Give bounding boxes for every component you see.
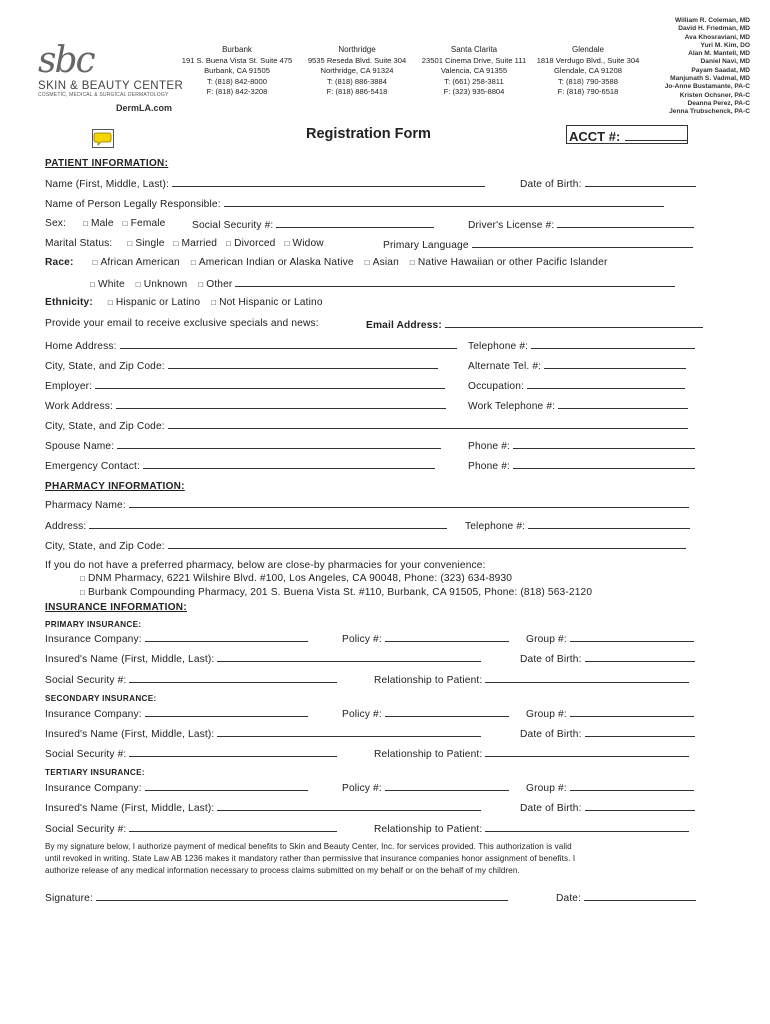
- race-unknown-label: Unknown: [143, 279, 188, 290]
- date-field[interactable]: [584, 891, 696, 901]
- location-northridge: [301, 45, 413, 98]
- checkbox-pharmacy-1[interactable]: □: [80, 574, 85, 583]
- emergency-label: Emergency Contact:: [45, 461, 140, 472]
- checkbox-pharmacy-2[interactable]: □: [80, 588, 85, 597]
- row-race: [45, 257, 607, 268]
- work-address-label: Work Address:: [45, 401, 114, 412]
- work-tel-field[interactable]: [558, 399, 688, 409]
- row-employer: [45, 379, 445, 392]
- doctor-name: Alan M. Mantell, MD: [688, 50, 750, 58]
- row-tertiary-dob: [520, 801, 695, 814]
- checkbox-hispanic[interactable]: □: [107, 298, 113, 307]
- row-tel: [468, 339, 695, 352]
- tertiary-relationship-label: Relationship to Patient:: [374, 824, 483, 835]
- pharmacy-option-1: [80, 573, 512, 584]
- primary-dob-label: Date of Birth:: [520, 654, 582, 665]
- doctor-name: William R. Coleman, MD: [674, 17, 750, 24]
- work-city-label: City, State, and Zip Code:: [45, 421, 165, 432]
- row-secondary-company: [45, 707, 308, 720]
- primary-policy-field[interactable]: [385, 632, 509, 642]
- tertiary-ssn-label: Social Security #:: [45, 824, 127, 835]
- single-label: Single: [135, 238, 165, 249]
- secondary-insured-field[interactable]: [217, 727, 481, 737]
- pharmacy-city-field[interactable]: [168, 539, 686, 549]
- race-nh-label: Native Hawaiian or other Pacific Islander: [417, 257, 608, 268]
- male-label: Male: [90, 218, 114, 229]
- location-fax: F: (818) 790-6518: [557, 87, 619, 97]
- row-city: [45, 359, 438, 372]
- form-title: Registration Form: [306, 126, 431, 142]
- tertiary-ssn-field[interactable]: [129, 822, 337, 832]
- row-secondary-insured: [45, 727, 481, 740]
- language-label: Primary Language: [383, 240, 469, 251]
- pharmacy-tel-label: Telephone #:: [465, 521, 526, 532]
- secondary-policy-field[interactable]: [385, 707, 509, 717]
- secondary-company-label: Insurance Company:: [45, 709, 142, 720]
- row-tertiary-insured: [45, 801, 481, 814]
- phone-label: Phone #:: [468, 441, 510, 452]
- tertiary-insurance-heading: TERTIARY INSURANCE:: [45, 768, 145, 777]
- insurance-section-heading: INSURANCE INFORMATION:: [45, 602, 187, 613]
- primary-policy-label: Policy #:: [342, 634, 382, 645]
- tertiary-insured-label: Insured's Name (First, Middle, Last):: [45, 803, 215, 814]
- race-aa-label: African American: [100, 257, 180, 268]
- checkbox-not-hispanic[interactable]: □: [211, 298, 217, 307]
- location-city: Burbank: [222, 45, 252, 54]
- tel-label: Telephone #:: [468, 341, 529, 352]
- row-phone-2: [468, 459, 695, 472]
- row-signature: [45, 891, 508, 904]
- secondary-insurance-heading: SECONDARY INSURANCE:: [45, 694, 157, 703]
- consent-line: authorize release of any medical information necessary to process claims submitted on my behalf or on the behalf of my children.: [45, 866, 520, 875]
- secondary-policy-label: Policy #:: [342, 709, 382, 720]
- row-pharmacy-name: [45, 498, 689, 511]
- email-label: Email Address:: [366, 320, 442, 331]
- employer-label: Employer:: [45, 381, 93, 392]
- not-hispanic-label: Not Hispanic or Latino: [219, 297, 323, 308]
- pharmacy-note: If you do not have a preferred pharmacy, below are close-by pharmacies for your convenience:: [45, 560, 486, 571]
- phone2-label: Phone #:: [468, 461, 510, 472]
- location-fax: F: (818) 842-3208: [206, 87, 268, 97]
- primary-insured-field[interactable]: [217, 652, 481, 662]
- emergency-field[interactable]: [143, 459, 435, 469]
- checkbox-male[interactable]: □: [82, 219, 88, 228]
- row-work-tel: [468, 399, 688, 412]
- work-city-field[interactable]: [168, 419, 688, 429]
- row-phone: [468, 439, 695, 452]
- row-pharmacy-city: [45, 539, 686, 552]
- secondary-ssn-label: Social Security #:: [45, 749, 127, 760]
- pharmacy-name-label: Pharmacy Name:: [45, 500, 126, 511]
- logo-mark: sbc: [38, 40, 94, 81]
- row-ethnicity: [45, 297, 323, 308]
- row-date: [556, 891, 696, 904]
- row-tertiary-ssn: [45, 822, 337, 835]
- doctor-list: [665, 17, 750, 117]
- ssn-field[interactable]: [276, 218, 434, 228]
- phone-field[interactable]: [513, 439, 695, 449]
- checkbox-female[interactable]: □: [122, 219, 128, 228]
- row-tertiary-group: [526, 781, 694, 794]
- spouse-field[interactable]: [117, 439, 441, 449]
- row-home: [45, 339, 457, 352]
- checkbox-married[interactable]: □: [173, 239, 179, 248]
- row-primary-company: [45, 632, 308, 645]
- signature-field[interactable]: [96, 891, 508, 901]
- row-primary-policy: [342, 632, 509, 645]
- tertiary-group-field[interactable]: [570, 781, 694, 791]
- spouse-label: Spouse Name:: [45, 441, 115, 452]
- location-santa-clarita: [418, 45, 530, 98]
- location-burbank: [180, 45, 294, 98]
- tertiary-company-field[interactable]: [145, 781, 308, 791]
- row-sex: [45, 218, 166, 229]
- divorced-label: Divorced: [234, 238, 276, 249]
- doctor-name: Kristen Ochsner, PA-C: [679, 91, 750, 99]
- row-email: [366, 318, 703, 331]
- secondary-relationship-field[interactable]: [485, 747, 689, 757]
- pharmacy-city-label: City, State, and Zip Code:: [45, 541, 165, 552]
- location-citystate: Valencia, CA 91355: [440, 66, 508, 76]
- location-street: 9535 Reseda Blvd. Suite 304: [307, 55, 407, 65]
- home-field[interactable]: [120, 339, 457, 349]
- doctor-name: Jenna Trubschenck, PA-C: [669, 108, 750, 116]
- checkbox-widow[interactable]: □: [284, 239, 290, 248]
- pharmacy-address-label: Address:: [45, 521, 87, 532]
- row-secondary-policy: [342, 707, 509, 720]
- row-primary-relationship: [374, 673, 689, 686]
- doctor-name: Manjunath S. Vadmal, MD: [670, 75, 750, 83]
- row-secondary-relationship: [374, 747, 689, 760]
- logo-tagline: COSMETIC, MEDICAL & SURGICAL DERMATOLOGY: [38, 92, 169, 98]
- secondary-dob-label: Date of Birth:: [520, 729, 582, 740]
- ssn-label: Social Security #:: [192, 220, 274, 231]
- dob-field[interactable]: [585, 177, 696, 187]
- primary-relationship-field[interactable]: [485, 673, 689, 683]
- tertiary-insured-field[interactable]: [217, 801, 481, 811]
- row-pharmacy-address: [45, 519, 447, 532]
- row-name: [45, 177, 485, 190]
- checkbox-single[interactable]: □: [127, 239, 133, 248]
- marital-label: Marital Status:: [45, 238, 113, 249]
- row-work-address: [45, 399, 446, 412]
- pharmacy-option-2: [80, 587, 592, 598]
- row-alt-tel: [468, 359, 686, 372]
- tertiary-company-label: Insurance Company:: [45, 783, 142, 794]
- city-field[interactable]: [168, 359, 438, 369]
- location-tel: T: (818) 886-3884: [327, 76, 387, 86]
- pharmacy-option-2-text: Burbank Compounding Pharmacy, 201 S. Buena Vista St. #110, Burbank, CA 91505, Phone: (818) 563-2120: [87, 587, 593, 598]
- sex-label: Sex:: [45, 218, 66, 229]
- tertiary-dob-label: Date of Birth:: [520, 803, 582, 814]
- location-tel: T: (661) 258-3811: [444, 76, 504, 86]
- race-white-label: White: [97, 279, 125, 290]
- consent-line: until revoked in writing. State Law AB 1236 makes it mandatory rather than permissive that insurance companies honor assignment of benefits. I: [45, 854, 576, 863]
- location-tel: T: (818) 842-8000: [207, 76, 267, 86]
- secondary-insured-label: Insured's Name (First, Middle, Last):: [45, 729, 215, 740]
- responsible-label: Name of Person Legally Responsible:: [45, 199, 221, 210]
- alt-tel-field[interactable]: [544, 359, 686, 369]
- secondary-relationship-label: Relationship to Patient:: [374, 749, 483, 760]
- row-tertiary-relationship: [374, 822, 689, 835]
- row-occupation: [468, 379, 685, 392]
- tertiary-policy-field[interactable]: [385, 781, 509, 791]
- location-glendale: [532, 45, 644, 98]
- row-spouse: [45, 439, 441, 452]
- dl-label: Driver's License #:: [468, 220, 555, 231]
- location-fax: F: (323) 935-8804: [443, 87, 505, 97]
- hispanic-label: Hispanic or Latino: [115, 297, 201, 308]
- checkbox-african-american[interactable]: □: [92, 258, 98, 267]
- ethnicity-label: Ethnicity:: [45, 297, 93, 308]
- row-email-prompt: [45, 318, 319, 329]
- primary-company-field[interactable]: [145, 632, 308, 642]
- pharmacy-name-field[interactable]: [129, 498, 689, 508]
- primary-ssn-field[interactable]: [129, 673, 337, 683]
- secondary-ssn-field[interactable]: [129, 747, 337, 757]
- race-asian-label: Asian: [372, 257, 399, 268]
- tertiary-policy-label: Policy #:: [342, 783, 382, 794]
- work-address-field[interactable]: [116, 399, 446, 409]
- row-pharmacy-tel: [465, 519, 690, 532]
- primary-company-label: Insurance Company:: [45, 634, 142, 645]
- secondary-company-field[interactable]: [145, 707, 308, 717]
- comment-icon[interactable]: [92, 129, 114, 148]
- row-ssn: [192, 218, 434, 231]
- row-primary-ssn: [45, 673, 337, 686]
- consent-line: By my signature below, I authorize payment of medical benefits to Skin and Beauty Center, Inc. for services provided. This authorization is valid: [45, 842, 572, 851]
- location-city: Northridge: [338, 45, 376, 54]
- tertiary-dob-field[interactable]: [585, 801, 695, 811]
- pharmacy-option-1-text: DNM Pharmacy, 6221 Wilshire Blvd. #100, Los Angeles, CA 90048, Phone: (323) 634-8930: [87, 573, 513, 584]
- checkbox-unknown[interactable]: □: [135, 280, 141, 289]
- pharmacy-section-heading: PHARMACY INFORMATION:: [45, 481, 185, 492]
- email-prompt: Provide your email to receive exclusive specials and news:: [45, 318, 319, 329]
- row-dl: [468, 218, 694, 231]
- phone2-field[interactable]: [513, 459, 695, 469]
- logo-name: SKIN & BEAUTY CENTER: [38, 80, 184, 92]
- primary-relationship-label: Relationship to Patient:: [374, 675, 483, 686]
- work-tel-label: Work Telephone #:: [468, 401, 556, 412]
- secondary-group-label: Group #:: [526, 709, 567, 720]
- email-field[interactable]: [445, 318, 703, 328]
- row-secondary-dob: [520, 727, 695, 740]
- doctor-name: Daniel Navi, MD: [700, 58, 750, 66]
- secondary-group-field[interactable]: [570, 707, 694, 717]
- occupation-label: Occupation:: [468, 381, 525, 392]
- dob-label: Date of Birth:: [520, 179, 582, 190]
- tel-field[interactable]: [531, 339, 695, 349]
- race-other-field[interactable]: [235, 277, 675, 287]
- pharmacy-address-field[interactable]: [89, 519, 447, 529]
- row-secondary-group: [526, 707, 694, 720]
- checkbox-other[interactable]: □: [198, 280, 204, 289]
- row-secondary-ssn: [45, 747, 337, 760]
- name-label: Name (First, Middle, Last):: [45, 179, 170, 190]
- location-street: 191 S. Buena Vista St. Suite 475: [181, 55, 293, 65]
- acct-field[interactable]: [566, 125, 688, 144]
- location-street: 23501 Cinema Drive, Suite 111: [421, 55, 527, 65]
- name-field[interactable]: [172, 177, 485, 187]
- checkbox-native-hawaiian[interactable]: □: [409, 258, 415, 267]
- tertiary-relationship-field[interactable]: [485, 822, 689, 832]
- primary-insured-label: Insured's Name (First, Middle, Last):: [45, 654, 215, 665]
- row-marital: [45, 238, 324, 249]
- married-label: Married: [181, 238, 218, 249]
- doctor-name: Ava Khosraviani, MD: [684, 33, 750, 41]
- row-primary-insured: [45, 652, 481, 665]
- signature-label: Signature:: [45, 893, 93, 904]
- city-label: City, State, and Zip Code:: [45, 361, 165, 372]
- race-ai-label: American Indian or Alaska Native: [198, 257, 354, 268]
- secondary-dob-field[interactable]: [585, 727, 695, 737]
- race-label: Race:: [45, 257, 74, 268]
- home-label: Home Address:: [45, 341, 117, 352]
- row-work-city: [45, 419, 688, 432]
- tertiary-group-label: Group #:: [526, 783, 567, 794]
- consent-text: [45, 841, 575, 877]
- primary-group-label: Group #:: [526, 634, 567, 645]
- row-dob: [520, 177, 696, 190]
- checkbox-asian[interactable]: □: [364, 258, 370, 267]
- row-tertiary-company: [45, 781, 308, 794]
- website-link[interactable]: DermLA.com: [116, 103, 173, 113]
- doctor-name: Jo-Anne Bustamante, PA-C: [664, 83, 750, 91]
- race-other-label: Other: [206, 279, 233, 290]
- location-city: Glendale: [571, 45, 605, 54]
- dl-field[interactable]: [557, 218, 694, 228]
- location-tel: T: (818) 790-3588: [558, 76, 618, 86]
- row-language: [383, 238, 693, 251]
- location-citystate: Burbank, CA 91505: [204, 66, 270, 76]
- female-label: Female: [130, 218, 166, 229]
- widow-label: Widow: [292, 238, 324, 249]
- row-responsible: [45, 197, 664, 210]
- alt-tel-label: Alternate Tel. #:: [468, 361, 542, 372]
- location-street: 1818 Verdugo Blvd., Suite 304: [536, 55, 640, 65]
- pharmacy-tel-field[interactable]: [528, 519, 690, 529]
- employer-field[interactable]: [95, 379, 445, 389]
- location-citystate: Glendale, CA 91208: [554, 66, 622, 76]
- doctor-name: Yuri M. Kim, DO: [700, 41, 750, 49]
- row-race-2: [90, 277, 675, 290]
- occupation-field[interactable]: [527, 379, 685, 389]
- doctor-name: Deanna Perez, PA-C: [687, 99, 750, 107]
- patient-section-heading: PATIENT INFORMATION:: [45, 158, 169, 169]
- acct-input-line[interactable]: [625, 131, 687, 141]
- row-primary-dob: [520, 652, 695, 665]
- checkbox-white[interactable]: □: [90, 280, 95, 289]
- location-citystate: Northridge, CA 91324: [320, 66, 394, 76]
- doctor-name: David H. Friedman, MD: [678, 25, 750, 33]
- language-field[interactable]: [472, 238, 693, 248]
- row-tertiary-policy: [342, 781, 509, 794]
- primary-ssn-label: Social Security #:: [45, 675, 127, 686]
- responsible-field[interactable]: [224, 197, 664, 207]
- primary-dob-field[interactable]: [585, 652, 695, 662]
- location-fax: F: (818) 886-5418: [326, 87, 388, 97]
- logo: [38, 40, 184, 98]
- primary-insurance-heading: PRIMARY INSURANCE:: [45, 620, 142, 629]
- checkbox-divorced[interactable]: □: [226, 239, 232, 248]
- primary-group-field[interactable]: [570, 632, 694, 642]
- doctor-name: Payam Saadat, MD: [691, 66, 750, 74]
- row-primary-group: [526, 632, 694, 645]
- date-label: Date:: [556, 893, 582, 904]
- checkbox-american-indian[interactable]: □: [190, 258, 196, 267]
- acct-label: ACCT #:: [569, 129, 621, 144]
- location-city: Santa Clarita: [450, 45, 498, 54]
- row-emergency: [45, 459, 435, 472]
